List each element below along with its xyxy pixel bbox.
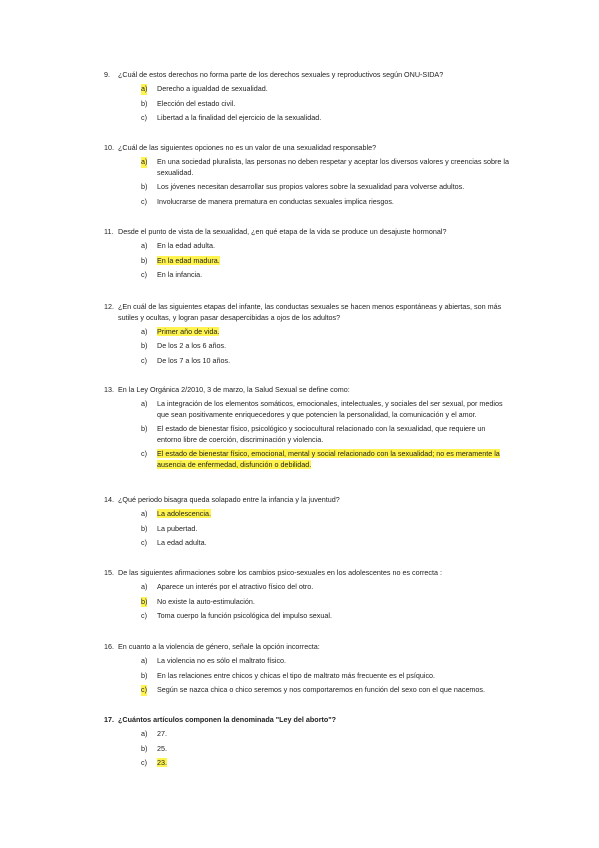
option-letter: b) — [141, 341, 148, 351]
question-10 — [0, 143, 599, 207]
option-text: La edad adulta. — [157, 537, 207, 547]
option-c — [0, 449, 599, 471]
option-letter: c) — [141, 537, 147, 547]
option-letter: a) — [141, 729, 148, 739]
option-c — [0, 611, 599, 622]
option-letter: b) — [141, 743, 148, 753]
question-17 — [0, 715, 599, 769]
option-letter: b) — [141, 424, 148, 434]
option-text: En una sociedad pluralista, las personas no deben respetar y aceptar los diversos valores y creencias sobre la sexualidad. — [157, 157, 509, 178]
option-text: En la edad madura. — [157, 255, 220, 265]
option-a — [0, 241, 599, 252]
question-number: 14. — [104, 495, 114, 504]
question-number: 11. — [104, 227, 114, 236]
option-text: La pubertad. — [157, 523, 198, 533]
option-letter: a) — [141, 84, 148, 94]
option-c — [0, 270, 599, 281]
option-a — [0, 399, 599, 421]
option-a — [0, 582, 599, 593]
option-text: Elección del estado civil. — [157, 98, 236, 108]
option-letter: a) — [141, 327, 148, 337]
question-text: De las siguientes afirmaciones sobre los cambios psico-sexuales en los adolescentes no es correcta : — [118, 568, 442, 577]
option-text: En la edad adulta. — [157, 241, 215, 251]
option-a — [0, 327, 599, 338]
option-letter: a) — [141, 157, 148, 167]
question-number: 13. — [104, 385, 114, 394]
option-text: Toma cuerpo la función psicológica del impulso sexual. — [157, 610, 332, 620]
question-13 — [0, 385, 599, 471]
option-text: 23. — [157, 757, 167, 767]
question-prompt — [0, 495, 599, 506]
option-text: El estado de bienestar físico, emocional, mental y social relacionado con la sexualidad; no es meramente la ausencia de enfermedad, disfunción o debilidad. — [157, 449, 500, 470]
option-a — [0, 509, 599, 520]
question-16 — [0, 642, 599, 696]
question-number: 10. — [104, 143, 114, 152]
option-letter: a) — [141, 509, 148, 519]
option-text: 25. — [157, 743, 167, 753]
option-letter: c) — [141, 355, 147, 365]
question-text: ¿Cuál de estos derechos no forma parte de los derechos sexuales y reproductivos según ONU-SIDA? — [118, 70, 444, 79]
option-text: Según se nazca chica o chico seremos y nos comportaremos en función del sexo con el que nacemos. — [157, 684, 486, 694]
option-letter: b) — [141, 670, 148, 680]
option-letter: c) — [141, 112, 147, 122]
question-prompt — [0, 385, 599, 396]
option-b — [0, 256, 599, 267]
option-text: La adolescencia. — [157, 509, 211, 519]
question-14 — [0, 495, 599, 549]
question-number: 15. — [104, 568, 114, 577]
option-c — [0, 758, 599, 769]
question-prompt — [0, 568, 599, 579]
question-text: En cuanto a la violencia de género, señale la opción incorrecta: — [118, 642, 320, 651]
option-a — [0, 157, 599, 179]
option-text: No existe la auto-estimulación. — [157, 596, 255, 606]
option-a — [0, 656, 599, 667]
question-prompt — [0, 642, 599, 653]
option-text: Libertad a la finalidad del ejercicio de la sexualidad. — [157, 112, 322, 122]
question-prompt — [0, 143, 599, 154]
question-text: ¿Cuántos artículos componen la denominada "Ley del aborto"? — [118, 715, 337, 724]
question-12 — [0, 302, 599, 366]
option-text: De los 2 a los 6 años. — [157, 341, 227, 351]
option-b — [0, 744, 599, 755]
option-text: Involucrarse de manera prematura en conductas sexuales implica riesgos. — [157, 196, 394, 206]
question-text: En la Ley Orgánica 2/2010, 3 de marzo, la Salud Sexual se define como: — [118, 385, 350, 394]
option-b — [0, 424, 599, 446]
option-c — [0, 197, 599, 208]
option-text: De los 7 a los 10 años. — [157, 355, 231, 365]
option-letter: a) — [141, 241, 148, 251]
option-b — [0, 597, 599, 608]
option-letter: c) — [141, 757, 147, 767]
option-text: En las relaciones entre chicos y chicas el tipo de maltrato más frecuente es el psíquico. — [157, 670, 436, 680]
question-prompt — [0, 715, 599, 726]
option-text: Derecho a igualdad de sexualidad. — [157, 84, 268, 94]
option-b — [0, 182, 599, 193]
option-text: Los jóvenes necesitan desarrollar sus propios valores sobre la sexualidad para volverse adultos. — [157, 182, 465, 192]
option-text: Aparece un interés por el atractivo físico del otro. — [157, 582, 314, 592]
question-prompt — [0, 302, 599, 324]
option-c — [0, 356, 599, 367]
option-c — [0, 685, 599, 696]
option-letter: c) — [141, 449, 147, 459]
option-a — [0, 84, 599, 95]
question-text: ¿En cuál de las siguientes etapas del infante, las conductas sexuales se hacen menos espontáneas y abiertas, son más sutiles y ocultas, y logran pasar desapercibidas a ojos de los adultos? — [118, 302, 502, 322]
option-b — [0, 671, 599, 682]
question-11 — [0, 227, 599, 281]
option-letter: a) — [141, 582, 148, 592]
question-prompt — [0, 70, 599, 81]
option-text: Primer año de vida. — [157, 327, 220, 337]
option-letter: c) — [141, 196, 147, 206]
option-b — [0, 524, 599, 535]
option-a — [0, 729, 599, 740]
option-c — [0, 113, 599, 124]
question-text: ¿Cuál de las siguientes opciones no es un valor de una sexualidad responsable? — [118, 143, 377, 152]
option-text: La integración de los elementos somáticos, emocionales, intelectuales, y sociales del ser sexual, por medios que sean positivamente enriquecedores y que potencien la personalidad, la comunicación y el amor. — [157, 399, 503, 420]
option-letter: b) — [141, 182, 148, 192]
question-text: ¿Qué periodo bisagra queda solapado entre la infancia y la juventud? — [118, 495, 340, 504]
question-text: Desde el punto de vista de la sexualidad, ¿en qué etapa de la vida se produce un desajuste hormonal? — [118, 227, 447, 236]
option-letter: b) — [141, 98, 148, 108]
option-letter: a) — [141, 656, 148, 666]
option-letter: b) — [141, 523, 148, 533]
option-letter: c) — [141, 684, 147, 694]
question-prompt — [0, 227, 599, 238]
option-letter: b) — [141, 596, 148, 606]
option-letter: a) — [141, 399, 148, 409]
question-number: 12. — [104, 302, 114, 311]
question-9 — [0, 70, 599, 124]
option-text: 27. — [157, 729, 167, 739]
option-b — [0, 99, 599, 110]
option-letter: c) — [141, 269, 147, 279]
option-letter: c) — [141, 610, 147, 620]
question-15 — [0, 568, 599, 622]
question-number: 17. — [104, 715, 114, 724]
option-b — [0, 341, 599, 352]
option-text: El estado de bienestar físico, psicológico y sociocultural relacionado con la sexualidad, que requiere un entorno libre de coerción, discriminación y violencia. — [157, 424, 486, 445]
option-c — [0, 538, 599, 549]
option-letter: b) — [141, 255, 148, 265]
question-number: 9. — [104, 70, 110, 79]
question-number: 16. — [104, 642, 114, 651]
option-text: La violencia no es sólo el maltrato físico. — [157, 656, 287, 666]
option-text: En la infancia. — [157, 269, 203, 279]
